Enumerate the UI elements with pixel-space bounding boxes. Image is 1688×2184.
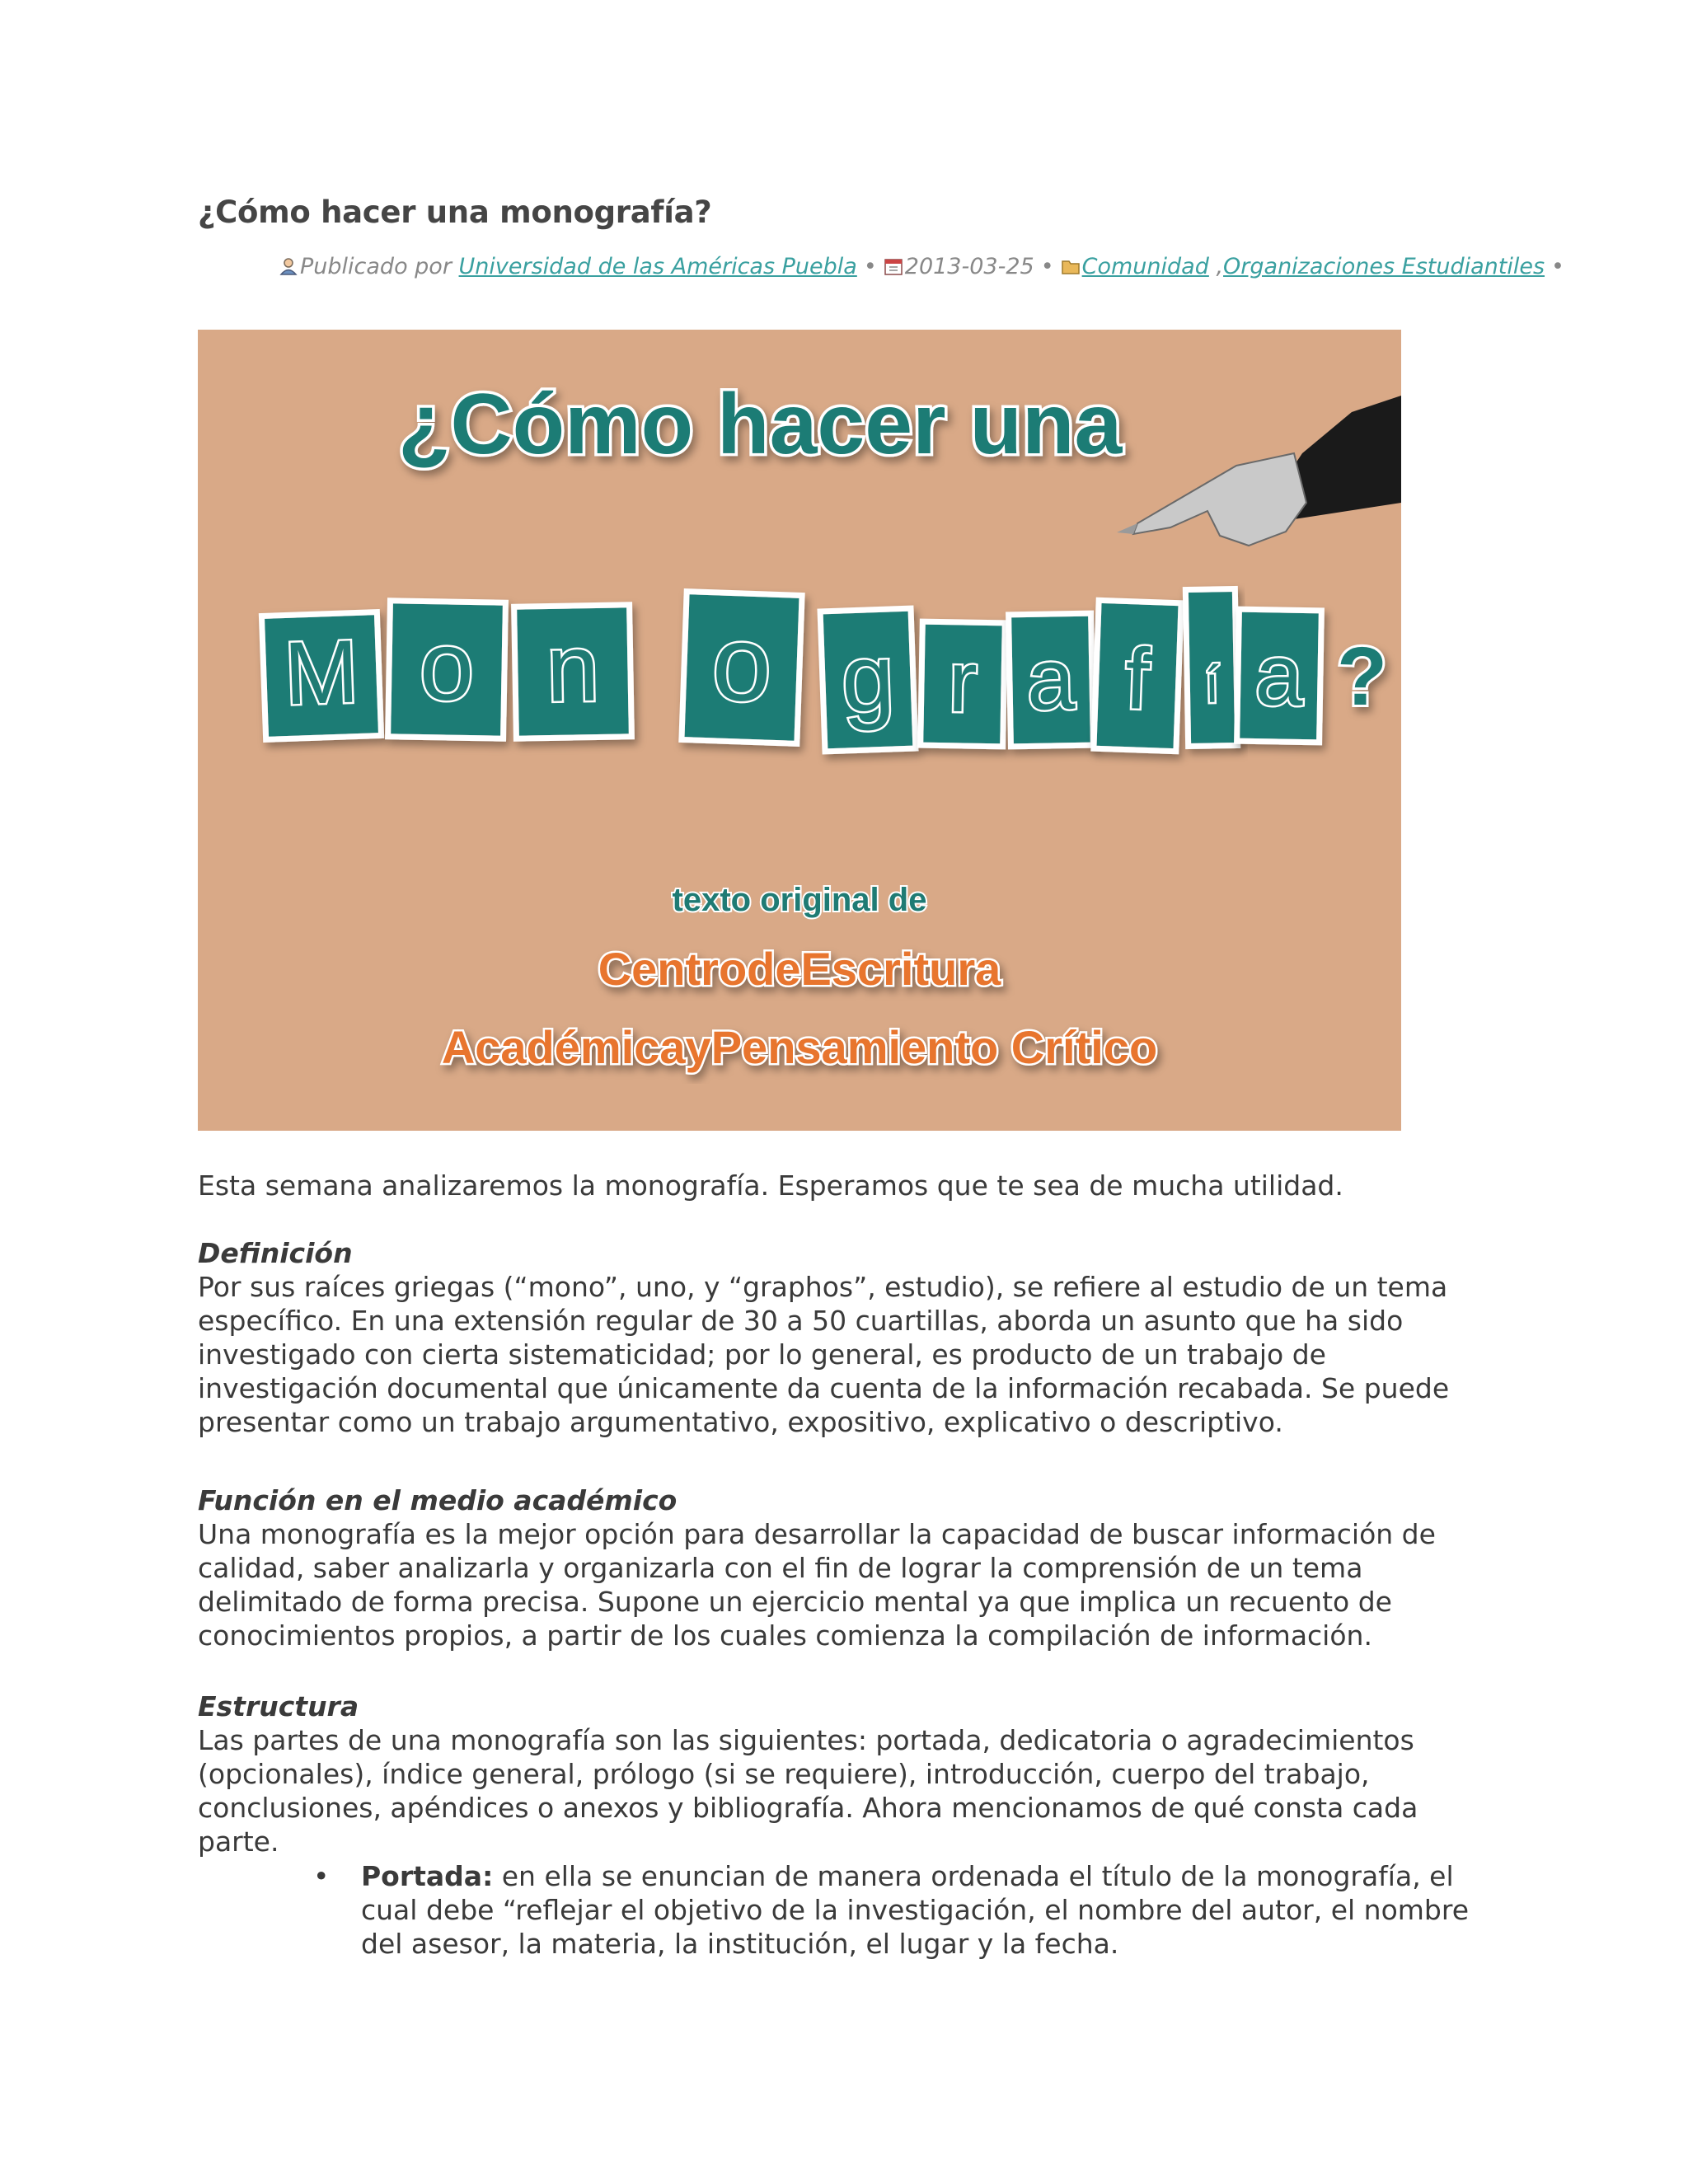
list-term: Portada: [361, 1860, 494, 1892]
hero-letter-tile [1094, 600, 1181, 751]
page-title: ¿Cómo hacer una monografía? [198, 194, 712, 230]
meta-separator: • [1551, 254, 1564, 279]
structure-list [313, 1859, 1484, 1961]
hero-letter: o [418, 611, 476, 722]
hero-image [198, 330, 1401, 1131]
hero-letter-tile [1009, 613, 1094, 747]
hero-subtitle: texto original de [672, 882, 927, 918]
folder-icon [1061, 257, 1081, 275]
hero-letter-tile [921, 621, 1006, 747]
hero-headline: ¿Cómo hacer una [398, 377, 1123, 472]
hero-letter: a [1025, 630, 1076, 729]
meta-separator: • [863, 254, 877, 279]
intro-text: Esta semana analizaremos la monografía. Esperamos que te sea de mucha utilidad. [198, 1169, 1343, 1202]
category-link-organizaciones[interactable]: Organizaciones Estudiantiles [1223, 254, 1545, 279]
published-prefix: Publicado por [300, 254, 452, 279]
category-separator: , [1208, 254, 1224, 279]
meta-separator: • [1040, 254, 1054, 279]
hero-centro: CentrodeEscritura [598, 943, 1001, 995]
hero-letter: n [545, 615, 601, 722]
hero-letter-tile [514, 605, 632, 738]
post-meta [279, 254, 1571, 279]
hero-letter: f [1123, 630, 1151, 729]
post-date: 2013-03-25 [904, 254, 1034, 279]
hero-letter-tile [1237, 609, 1322, 743]
section-heading: Estructura [198, 1690, 359, 1722]
section-funcion [198, 1483, 1492, 1652]
hero-letter-tile [820, 608, 916, 752]
category-link-comunidad[interactable]: Comunidad [1081, 254, 1209, 279]
author-link[interactable]: Universidad de las Américas Puebla [458, 254, 857, 279]
section-estructura [198, 1690, 1492, 1858]
hero-letter: r [947, 633, 978, 731]
hero-letter-tile [261, 612, 381, 740]
calendar-icon [884, 257, 903, 275]
section-heading: Definición [198, 1237, 353, 1269]
intro-paragraph [198, 1169, 1492, 1202]
hero-letter: a [1254, 626, 1305, 724]
section-text: Por sus raíces griegas (“mono”, uno, y “graphos”, estudio), se refiere al estudio de un tema específico. En una extensión regular de 30 a 50 cuartillas, aborda un asunto que ha sido investigado con cierta sistematicidad; por lo general, es producto de un trabajo de investigación documental que únicamente da cuenta de la información recabada. Se puede presentar como un trabajo argumentativo, expositivo, explicativo o descriptivo. [198, 1271, 1450, 1438]
hero-letter: o [710, 603, 774, 724]
hero-academica: AcadémicayPensamiento Crítico [441, 1021, 1158, 1073]
section-text: Una monografía es la mejor opción para desarrollar la capacidad de buscar información de calidad, saber analizarla y organizarla con el fin de lograr la comprensión de un tema delimitado de forma precisa. Supone un ejercicio mental ya que implica un recuento de conocimientos propios, a partir de los cuales comienza la compilación de información. [198, 1518, 1436, 1652]
hero-letter: í [1203, 655, 1220, 714]
hero-letter-tile [388, 601, 506, 738]
hero-question-mark: ? [1337, 630, 1388, 723]
hero-letter-tiles [261, 588, 1321, 751]
hero-letter-tile [682, 592, 802, 744]
section-definicion [198, 1236, 1492, 1439]
hero-letter: M [282, 621, 360, 724]
list-text: en ella se enuncian de manera ordenada el título de la monografía, el cual debe “reflejar el objetivo de la investigación, el nombre del autor, el nombre del asesor, la materia, la institución, el lugar y la fecha. [361, 1860, 1470, 1960]
hero-letter: g [839, 624, 897, 733]
section-heading: Función en el medio académico [198, 1484, 678, 1516]
section-text: Las partes de una monografía son las siguientes: portada, dedicatoria o agradecimientos (opcionales), índice general, prólogo (si se requiere), introducción, cuerpo del trabajo, conclusiones, apéndices o anexos y bibliografía. Ahora mencionamos de qué consta cada parte. [198, 1724, 1418, 1858]
hero-letter-tile [1185, 588, 1237, 746]
list-item [313, 1859, 1484, 1961]
list-bullet: • [313, 1860, 330, 1892]
user-icon [279, 257, 298, 275]
